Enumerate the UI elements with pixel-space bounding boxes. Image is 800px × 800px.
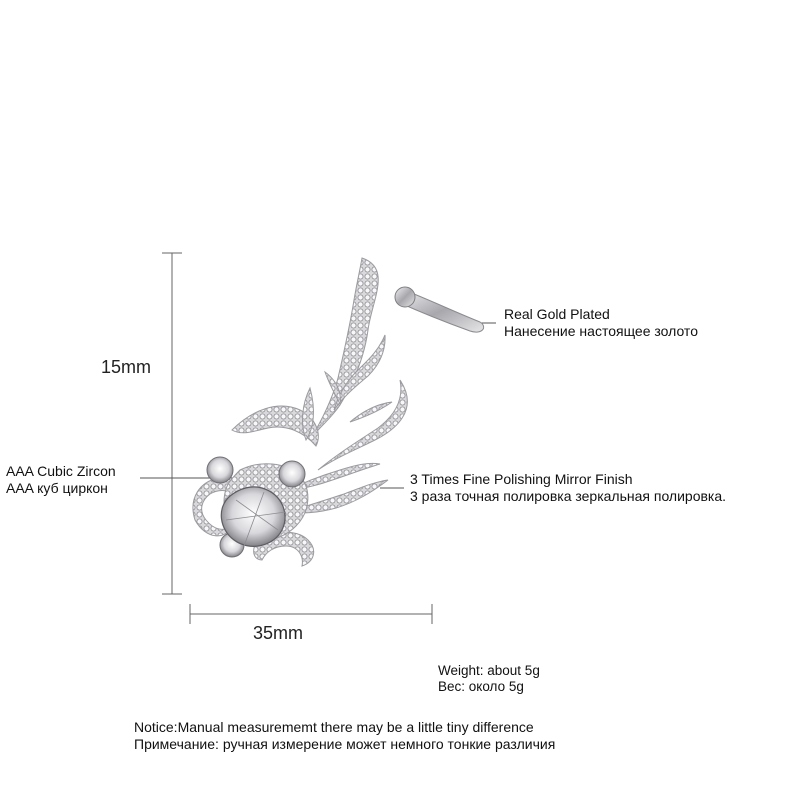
polish-label-ru: 3 раза точная полировка зеркальная полировка. xyxy=(410,488,727,504)
notice-ru: Примечание: ручная измерение может немного тонкие различия xyxy=(134,736,556,752)
width-label: 35mm xyxy=(253,623,304,643)
weight-label-ru: Вес: около 5g xyxy=(438,679,524,694)
zircon-label-en: AAA Cubic Zircon xyxy=(6,463,116,479)
height-label: 15mm xyxy=(101,357,152,377)
width-dimension-line xyxy=(190,604,432,624)
center-zircon-stone xyxy=(221,487,286,546)
plating-label-ru: Нанесение настоящее золото xyxy=(504,323,698,339)
ear-hook xyxy=(395,287,484,332)
zircon-label-ru: AAA куб циркон xyxy=(6,480,108,496)
polish-label-en: 3 Times Fine Polishing Mirror Finish xyxy=(410,471,633,487)
plating-label-en: Real Gold Plated xyxy=(504,306,610,322)
notice-en: Notice:Manual measurememt there may be a little tiny difference xyxy=(134,719,534,735)
weight-label-en: Weight: about 5g xyxy=(438,663,540,678)
height-dimension-line xyxy=(162,253,182,594)
